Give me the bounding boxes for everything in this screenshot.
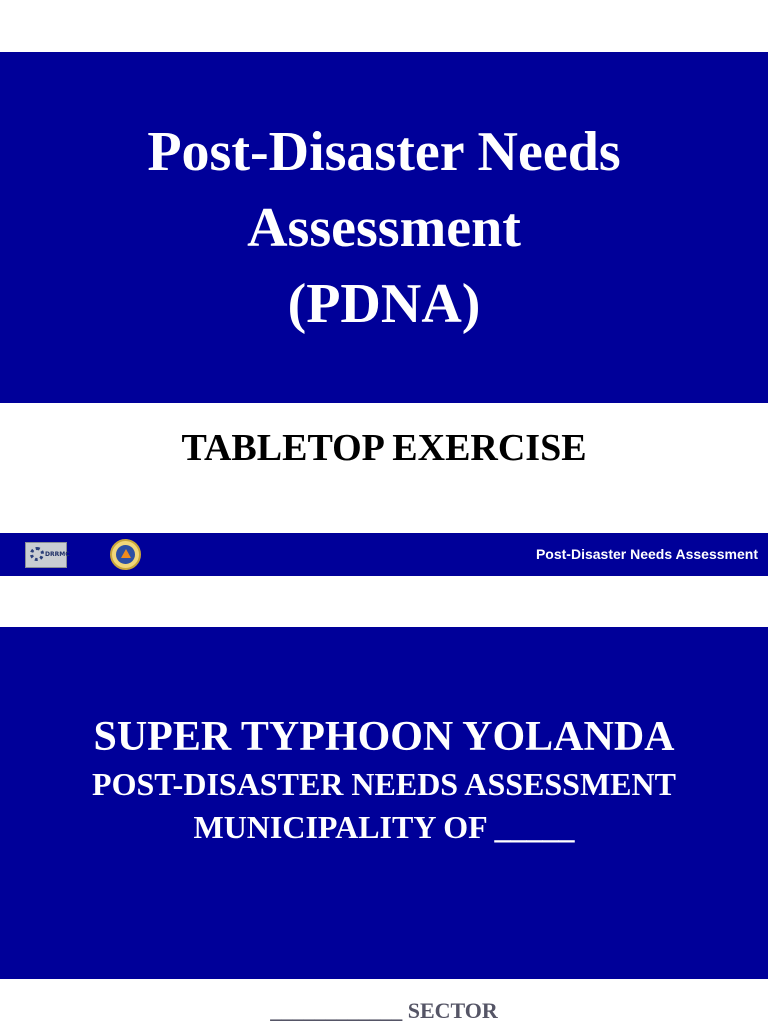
slide-title-line-3: (PDNA) bbox=[287, 272, 481, 335]
seal-logo-icon bbox=[110, 539, 141, 570]
slide2-municipality-line: MUNICIPALITY OF _____ bbox=[193, 809, 575, 845]
triangle-emblem-icon bbox=[121, 549, 131, 558]
agency-logo-icon bbox=[25, 542, 70, 568]
slide2-banner bbox=[0, 627, 768, 979]
slide-title-line-2: Assessment bbox=[247, 196, 521, 259]
slide2-subtitle: POST-DISASTER NEEDS ASSESSMENT bbox=[92, 766, 676, 802]
slide-subtitle: TABLETOP EXERCISE bbox=[181, 427, 587, 469]
footer-title: Post-Disaster Needs Assessment bbox=[535, 546, 758, 562]
gear-icon bbox=[30, 547, 44, 561]
sector-line: ____________ SECTOR bbox=[270, 998, 498, 1023]
agency-logo-text: DRRMC bbox=[45, 551, 70, 558]
slide2-title: SUPER TYPHOON YOLANDA bbox=[93, 714, 675, 760]
slide-footer-bar bbox=[0, 533, 768, 576]
title-banner bbox=[0, 52, 768, 403]
slide-title-line-1: Post-Disaster Needs bbox=[147, 120, 621, 183]
